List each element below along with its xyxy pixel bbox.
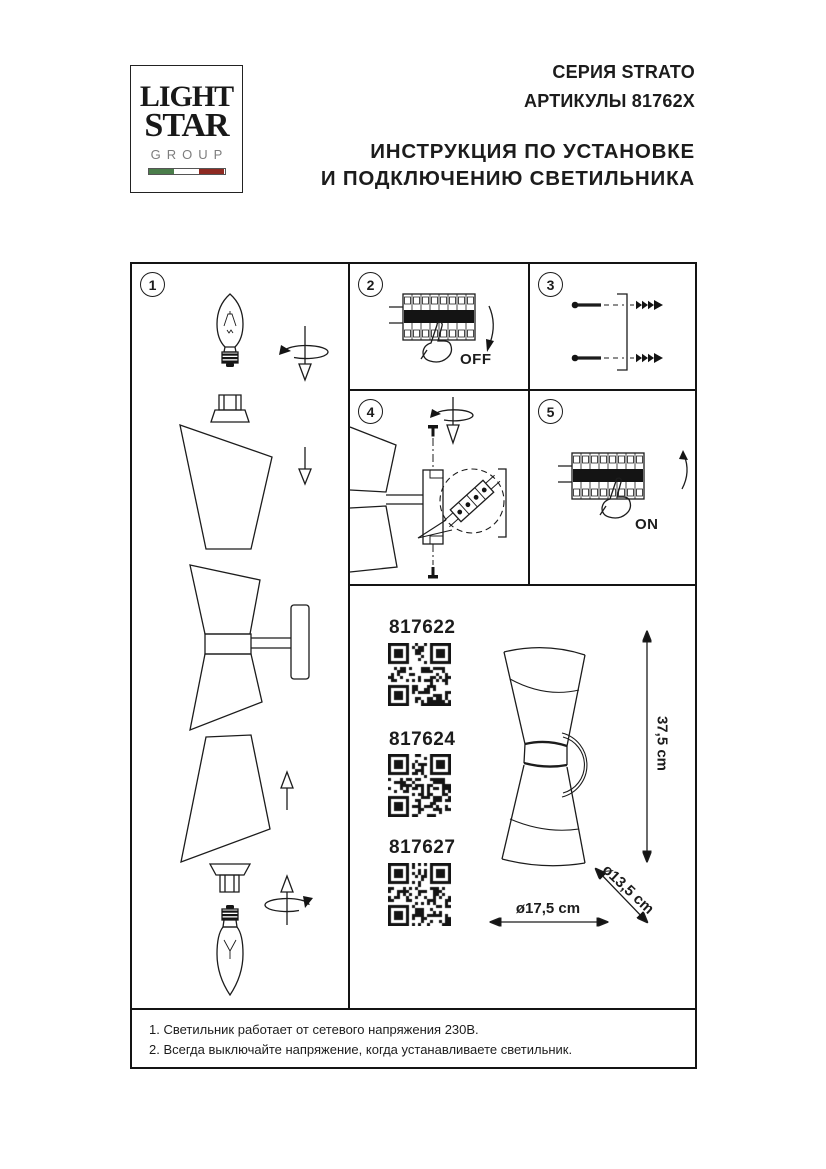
lamp-socket-icon [211, 395, 249, 422]
wall-anchor-icon [636, 300, 663, 310]
panel-step-5 [530, 391, 695, 584]
wall-anchor-icon [636, 353, 663, 363]
qr-code-817622 [388, 643, 451, 706]
series-name: СЕРИЯ STRATO [552, 62, 695, 82]
down-arrow-icon [299, 447, 311, 484]
step-number-1: 1 [140, 272, 165, 297]
logo-text-group: GROUP [150, 147, 229, 162]
dimension-width-label: ø17,5 cm [515, 900, 581, 917]
off-label: OFF [460, 351, 492, 368]
note-line-1: 1. Светильник работает от сетевого напряжения 230В. [149, 1022, 479, 1037]
italian-flag-icon [148, 168, 226, 175]
detail-balloon-icon [418, 469, 506, 538]
wall-lamp-drawing [502, 648, 585, 866]
step-number-3: 3 [538, 272, 563, 297]
qr-code-817627 [388, 863, 451, 926]
mounting-diagram [350, 391, 528, 584]
flag-green-stripe [149, 169, 174, 174]
panel-step-3 [530, 264, 695, 389]
on-arrow-icon [679, 450, 688, 489]
rotate-up-arrow-icon [265, 876, 313, 925]
assembly-diagram [132, 264, 348, 1008]
up-arrow-icon [281, 772, 293, 810]
pointing-hand-icon [421, 322, 452, 362]
candle-bulb-icon [217, 294, 243, 367]
panel-products [350, 586, 695, 1008]
circuit-breaker-icon [558, 453, 644, 499]
step-number-5: 5 [538, 399, 563, 424]
candle-bulb-icon [217, 905, 243, 995]
article-numbers: АРТИКУЛЫ 81762X [524, 91, 695, 111]
off-arrow-icon [486, 306, 494, 352]
document-header [295, 58, 695, 192]
flag-red-stripe [199, 169, 224, 174]
on-label: ON [635, 516, 659, 533]
lamp-socket-icon [210, 864, 250, 892]
panel-step-4 [350, 391, 528, 584]
fixing-hardware-diagram [530, 264, 695, 389]
document-title [295, 138, 695, 192]
cone-shade-upper [180, 425, 272, 549]
rotate-down-arrow-icon [279, 326, 328, 380]
qr-code-817624 [388, 754, 451, 817]
note-line-2: 2. Всегда выключайте напряжение, когда устанавливаете светильник. [149, 1042, 573, 1057]
safety-notes [132, 1010, 695, 1067]
panel-step-1 [132, 264, 348, 1008]
dimension-height-label: 37,5 cm [653, 715, 671, 772]
lamp-body-side-view [350, 427, 423, 572]
article-code: 817622 [389, 617, 456, 638]
title-line-1: ИНСТРУКЦИЯ ПО УСТАНОВКЕ [370, 140, 695, 163]
power-off-diagram [350, 264, 528, 389]
screw-icon [572, 302, 634, 309]
instruction-grid [130, 262, 697, 1069]
title-line-2: И ПОДКЛЮЧЕНИЮ СВЕТИЛЬНИКА [320, 167, 695, 190]
cone-shade-lower [181, 735, 270, 862]
article-code: 817627 [389, 837, 456, 858]
lightstar-logo [130, 65, 243, 193]
flag-white-stripe [174, 169, 199, 174]
logo-text-star: STAR [144, 107, 229, 144]
power-on-diagram [530, 391, 695, 584]
lamp-body-with-plate [190, 565, 309, 730]
rotate-down-arrow-icon [430, 397, 473, 443]
step-number-2: 2 [358, 272, 383, 297]
panel-step-2 [350, 264, 528, 389]
circuit-breaker-icon [389, 294, 475, 340]
screw-icon [572, 355, 634, 362]
article-code: 817624 [389, 729, 456, 750]
logo-text-light: LIGHT [139, 80, 234, 113]
wall-plate [291, 605, 309, 679]
step-number-4: 4 [358, 399, 383, 424]
dimension-depth-label: ø13,5 cm [598, 861, 658, 918]
